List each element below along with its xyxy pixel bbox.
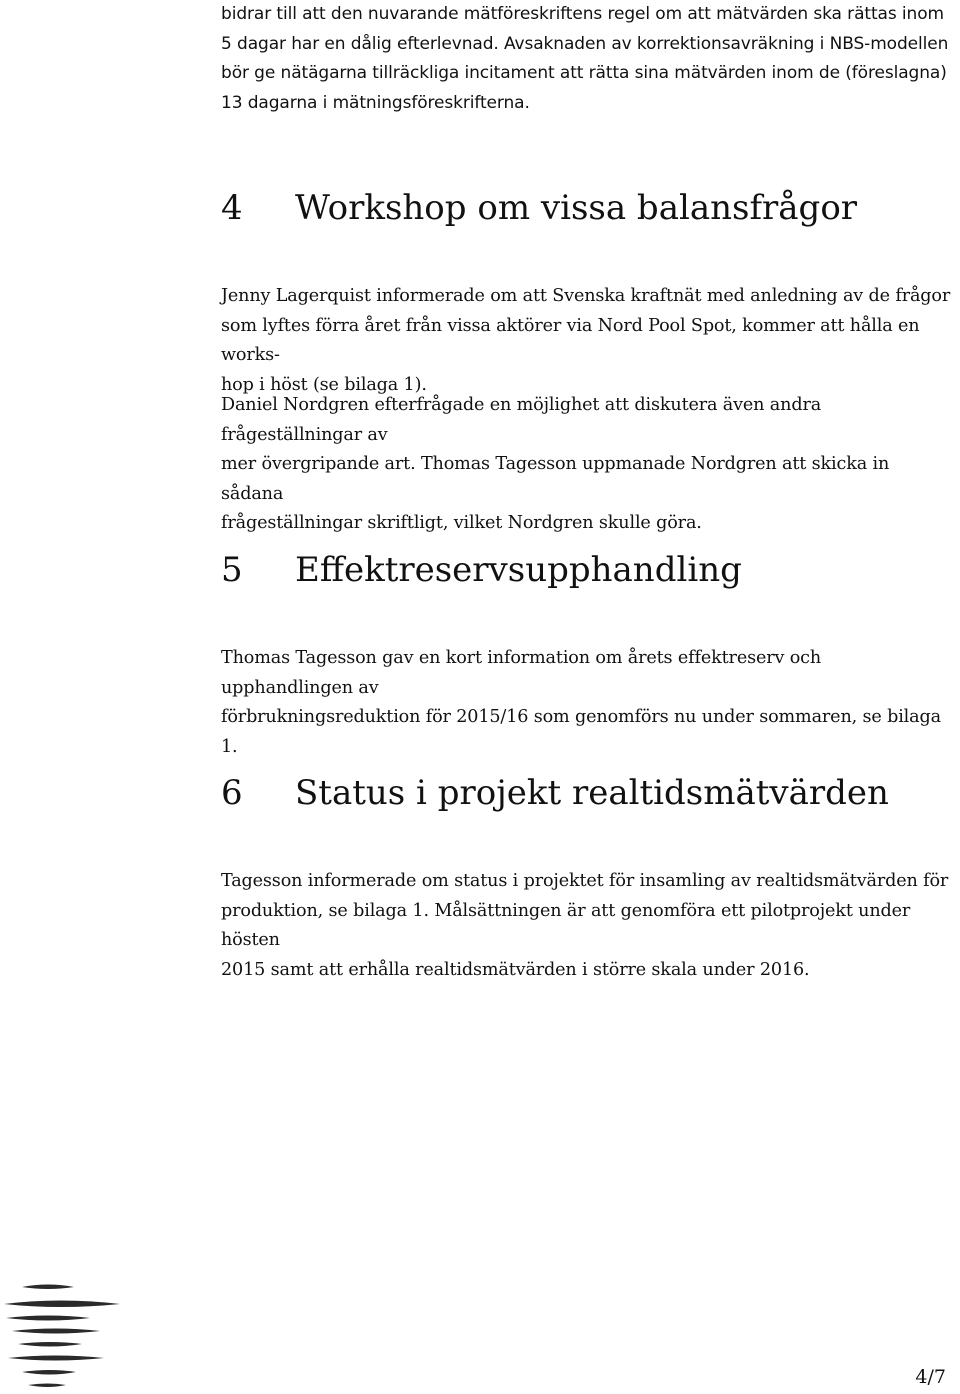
intro-line: bör ge nätägarna tillräckliga incitament att rätta sina mätvärden inom de (föreslagna) [221,63,947,83]
section-6-paragraph-1 [221,867,953,985]
section-number: 5 [221,550,243,590]
section-4-heading [221,186,857,230]
paragraph-line: Daniel Nordgren efterfrågade en möjlighet att diskutera även andra frågeställningar av [221,395,822,445]
paragraph-line: Tagesson informerade om status i projektet för insamling av realtidsmätvärden för [221,871,949,891]
intro-line: bidrar till att den nuvarande mätföreskriftens regel om att mätvärden ska rättas inom [221,4,944,24]
paragraph-line: frågeställningar skriftligt, vilket Nordgren skulle göra. [221,513,702,533]
paragraph-line: som lyftes förra året från vissa aktörer via Nord Pool Spot, kommer att hålla en works- [221,315,920,365]
paragraph-line: hop i höst (se bilaga 1). [221,374,427,395]
section-number: 6 [221,773,243,813]
paragraph-line: Jenny Lagerquist informerade om att Svenska kraftnät med anledning av de frågor [221,286,951,306]
paragraph-line: Thomas Tagesson gav en kort information om årets effektreserv och upphandlingen av [221,648,822,698]
paragraph-line: mer övergripande art. Thomas Tagesson uppmanade Nordgren att skicka in sådana [221,454,890,504]
logo-graphic [0,1282,130,1390]
logo-stripes [4,1285,120,1388]
section-title: Workshop om vissa balansfrågor [295,188,858,228]
section-5-heading [221,548,742,592]
paragraph-line: förbrukningsreduktion för 2015/16 som genomförs nu under sommaren, se bilaga 1. [221,707,941,757]
section-number: 4 [221,188,243,228]
section-6-heading [221,771,889,815]
section-title: Effektreservsupphandling [295,550,742,590]
page-number: 4/7 [915,1366,946,1388]
section-title: Status i projekt realtidsmätvärden [295,773,889,813]
paragraph-line: 2015 samt att erhålla realtidsmätvärden i större skala under 2016. [221,959,810,980]
section-5-paragraph-1 [221,644,953,762]
section-4-paragraph-2 [221,391,953,539]
intro-paragraph [221,0,953,118]
section-4-paragraph-1 [221,282,953,400]
intro-line: 13 dagarna i mätningsföreskrifterna. [221,92,530,113]
paragraph-line: produktion, se bilaga 1. Målsättningen är att genomföra ett pilotprojekt under hösten [221,900,911,950]
intro-line: 5 dagar har en dålig efterlevnad. Avsaknaden av korrektionsavräkning i NBS-modellen [221,33,949,54]
striped-logo-icon [0,1282,130,1390]
